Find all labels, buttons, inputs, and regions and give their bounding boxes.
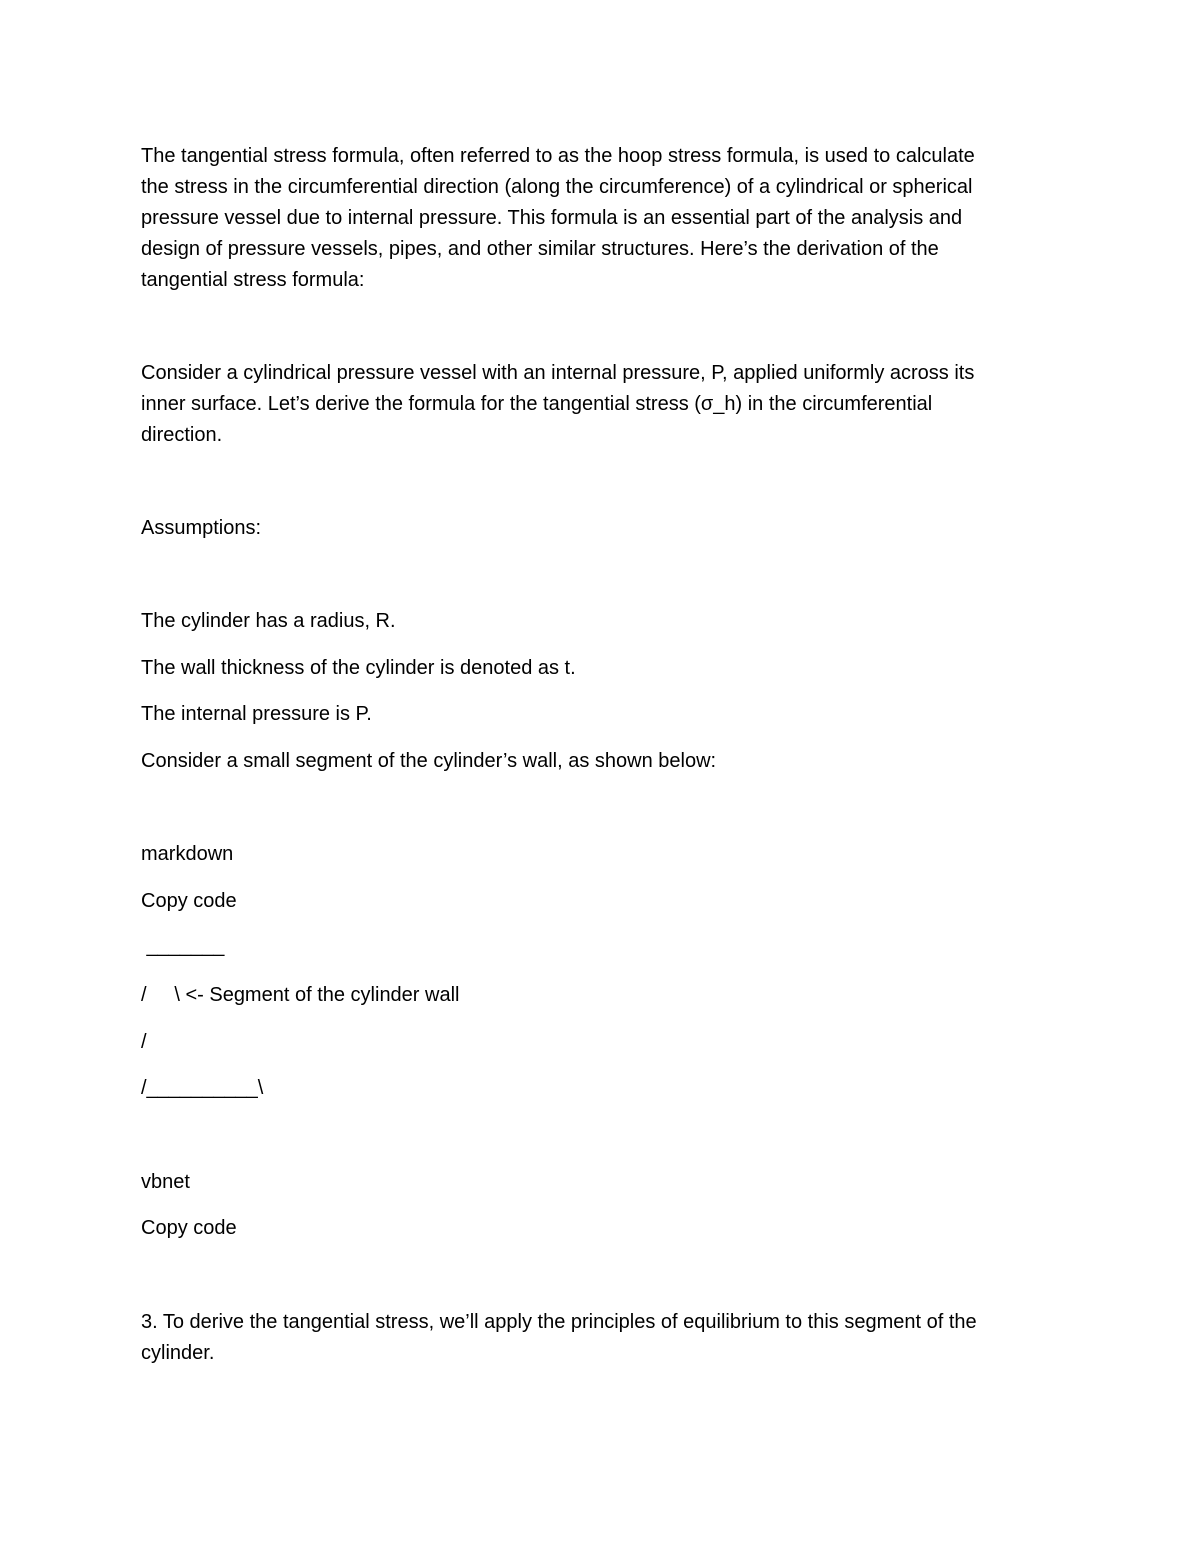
consider-line: inner surface. Let’s derive the formula for the tangential stress (σ_h) in the circumferential [141,393,933,415]
code-language-label: vbnet [141,1171,190,1193]
intro-line: tangential stress formula: [141,269,365,291]
consider-line: direction. [141,424,223,446]
copy-code-button[interactable]: Copy code [141,1217,237,1239]
assumptions-heading: Assumptions: [141,517,262,539]
code-language-label: markdown [141,843,234,865]
assumption-item: Consider a small segment of the cylinder’s wall, as shown below: [141,750,717,772]
intro-line: the stress in the circumferential direction (along the circumference) of a cylindrical or spherical [141,176,973,198]
code-line: _______ [141,935,225,957]
intro-line: The tangential stress formula, often referred to as the hoop stress formula, is used to calculate [141,145,975,167]
code-line: /__________\ [141,1077,264,1099]
intro-line: pressure vessel due to internal pressure. This formula is an essential part of the analysis and [141,207,963,229]
intro-line: design of pressure vessels, pipes, and other similar structures. Here’s the derivation of the [141,238,939,260]
copy-code-button[interactable]: Copy code [141,890,237,912]
code-line: / \ <- Segment of the cylinder wall [141,984,460,1006]
code-line: / [141,1031,147,1053]
step3-line: cylinder. [141,1342,215,1364]
assumption-item: The wall thickness of the cylinder is denoted as t. [141,657,576,679]
step3-line: 3. To derive the tangential stress, we’ll apply the principles of equilibrium to this segment of the [141,1311,977,1333]
consider-line: Consider a cylindrical pressure vessel with an internal pressure, P, applied uniformly across its [141,362,975,384]
assumption-item: The cylinder has a radius, R. [141,610,396,632]
assumption-item: The internal pressure is P. [141,703,372,725]
